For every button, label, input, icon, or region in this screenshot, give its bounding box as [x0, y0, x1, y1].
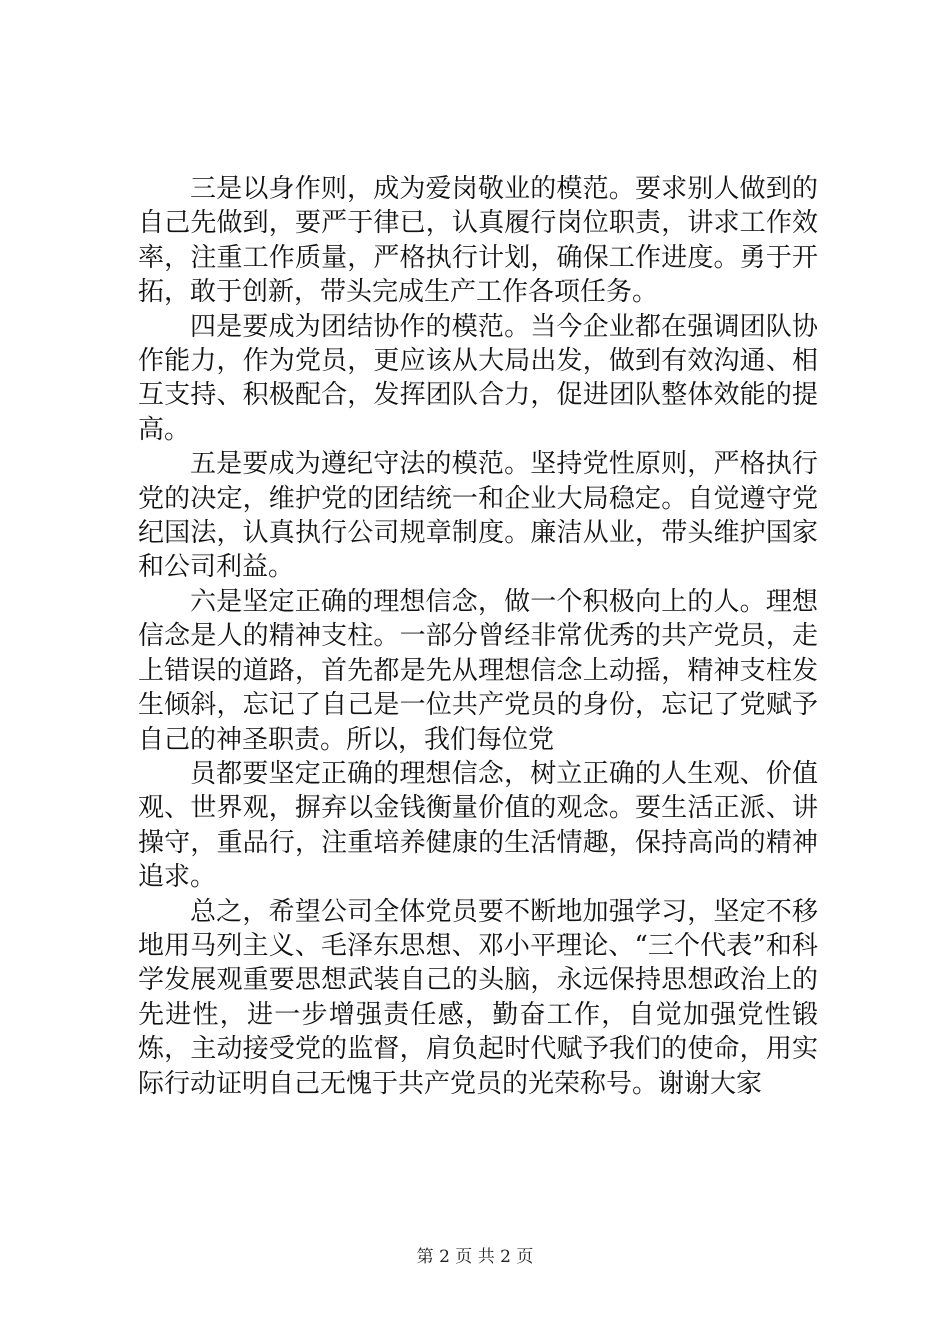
page-number-footer: 第 2 页 共 2 页: [416, 1247, 534, 1267]
paragraph-4: 六是坚定正确的理想信念，做一个积极向上的人。理想信念是人的精神支柱。一部分曾经非常优秀的共产党员，走上错误的道路，首先都是先从理想信念上动摇，精神支柱发生倾斜，忘记了自己是一位共产党员的身份，忘记了党赋予自己的神圣职责。所以，我们每位党: [138, 586, 818, 755]
paragraph-2: 四是要成为团结协作的模范。当今企业都在强调团队协作能力，作为党员，更应该从大局出发，做到有效沟通、相互支持、积极配合，发挥团队合力，促进团队整体效能的提高。: [138, 311, 818, 445]
paragraph-3: 五是要成为遵纪守法的模范。坚持党性原则，严格执行党的决定，维护党的团结统一和企业大局稳定。自觉遵守党纪国法，认真执行公司规章制度。廉洁从业，带头维护国家和公司利益。: [138, 449, 818, 583]
paragraph-1: 三是以身作则，成为爱岗敬业的模范。要求别人做到的自己先做到，要严于律已，认真履行岗位职责，讲求工作效率，注重工作质量，严格执行计划，确保工作进度。勇于开拓，敢于创新，带头完成生产工作各项任务。: [138, 174, 818, 308]
paragraph-5: 员都要坚定正确的理想信念，树立正确的人生观、价值观、世界观，摒弃以金钱衡量价值的观念。要生活正派、讲操守，重品行，注重培养健康的生活情趣，保持高尚的精神追求。: [138, 758, 818, 893]
document-body: [138, 172, 818, 1101]
paragraph-6: 总之，希望公司全体党员要不断地加强学习，坚定不移地用马列主义、毛泽东思想、邓小平理论、“三个代表”和科学发展观重要思想武装自己的头脑，永远保持思想政治上的先进性，进一步增强责任感，勤奋工作，自觉加强党性锻炼，主动接受党的监督，肩负起时代赋予我们的使命，用实际行动证明自己无愧于共产党员的光荣称号。谢谢大家: [138, 896, 818, 1099]
